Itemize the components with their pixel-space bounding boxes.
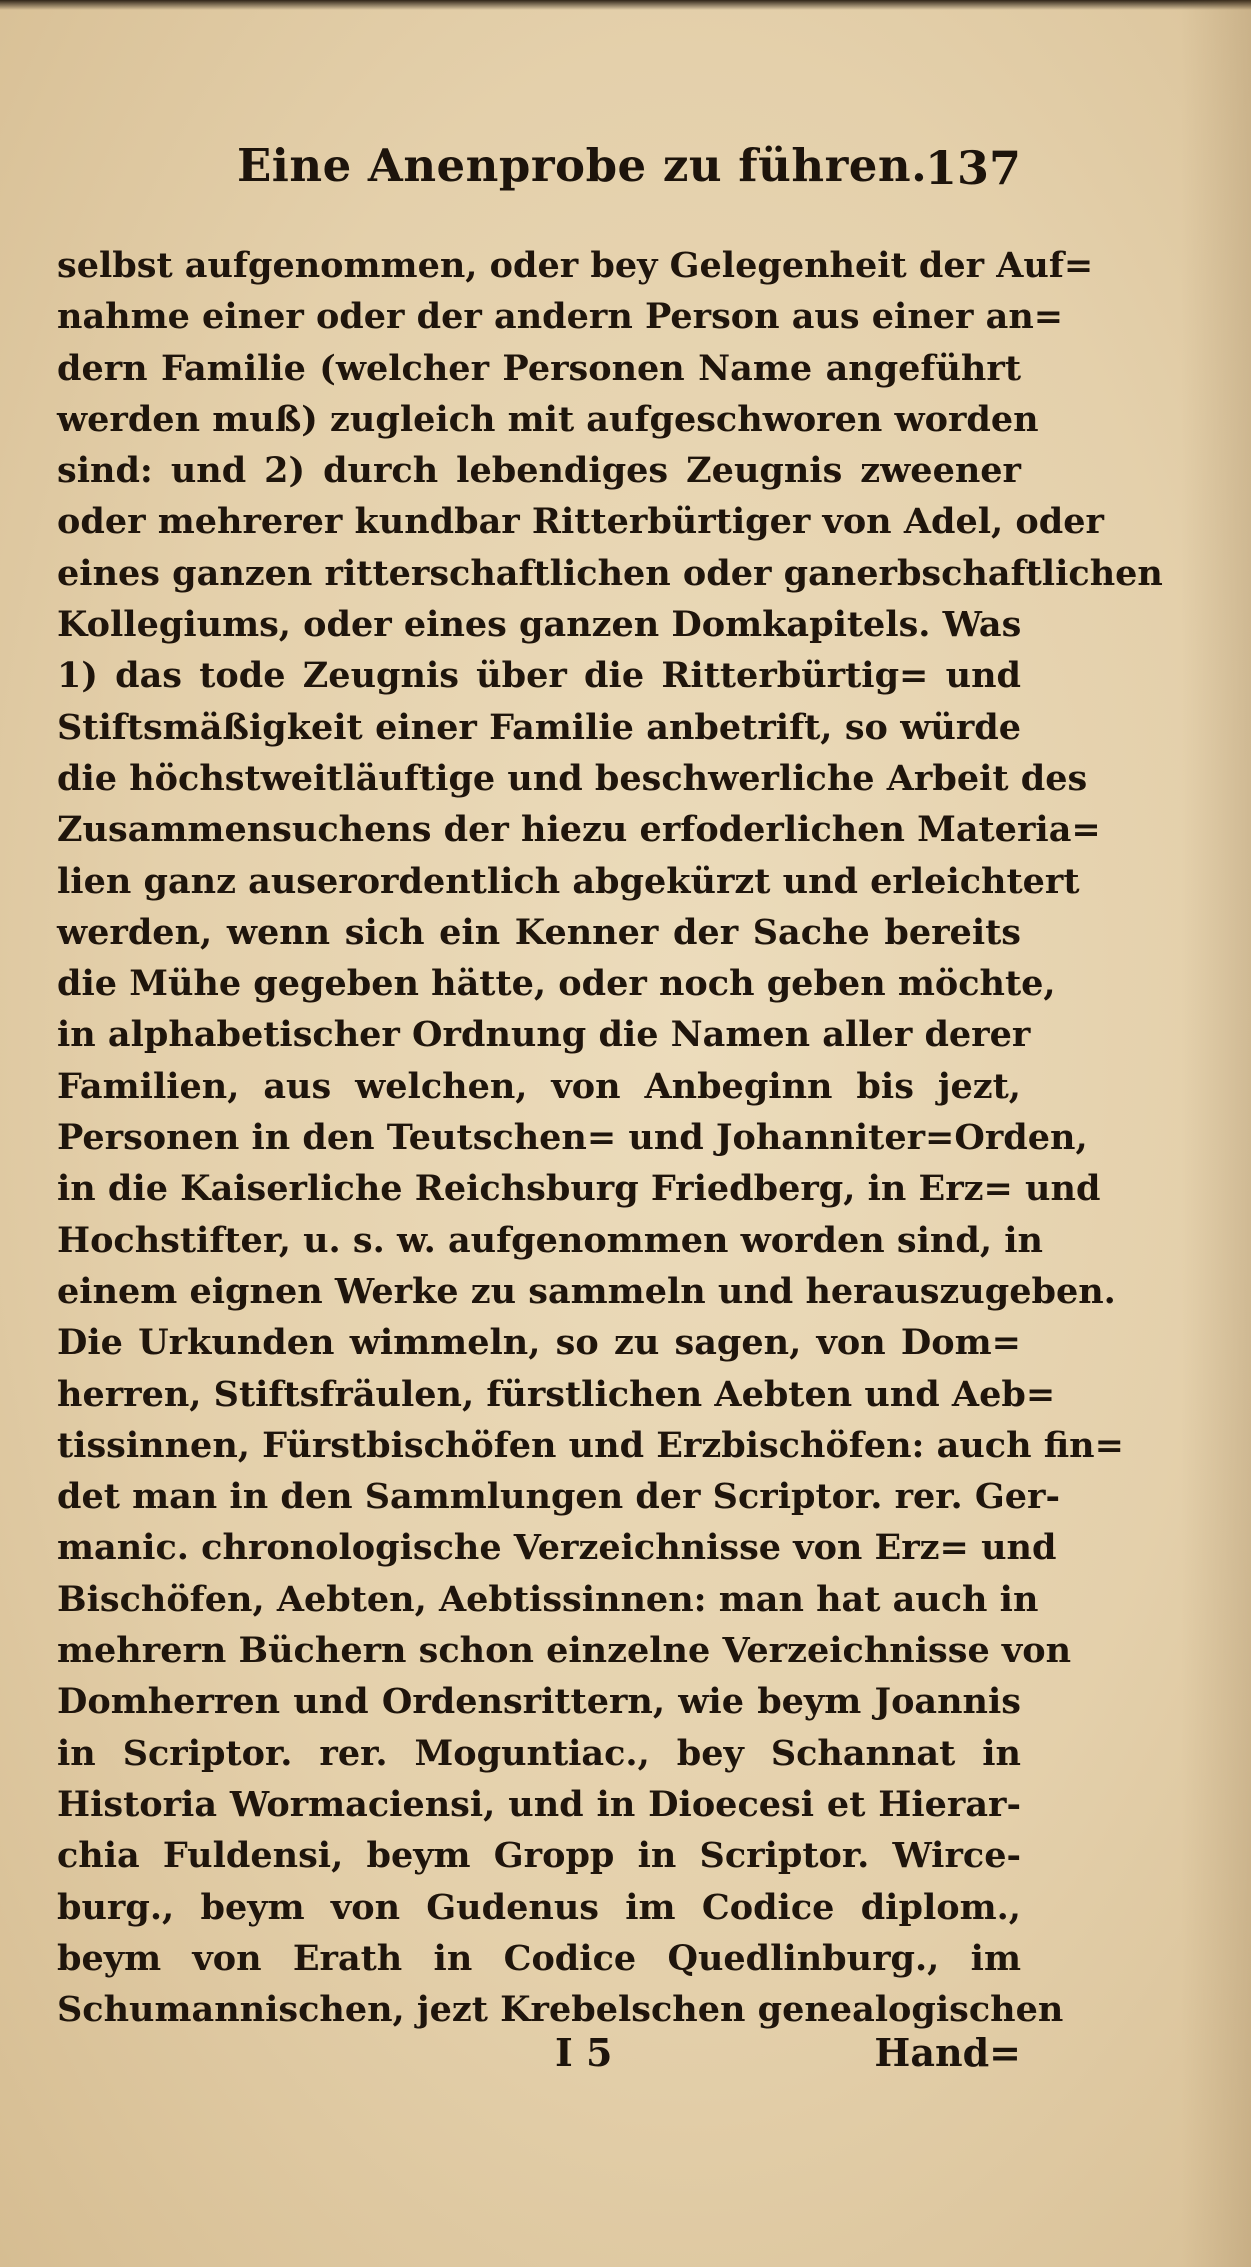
text-line: burg., beym von Gudenus im Codice diplom.,: [57, 1886, 1021, 1928]
text-line: Zusammensuchens der hiezu erfoderlichen Materia=: [57, 809, 1101, 851]
text-line: Hochstifter, u. s. w. aufgenommen worden sind, in: [57, 1219, 1043, 1261]
text-line: manic. chronologische Verzeichnisse von Erz= und: [57, 1527, 1057, 1569]
text-line: nahme einer oder der andern Person aus einer an=: [57, 296, 1064, 338]
text-line: Historia Wormaciensi, und in Dioecesi et Hierar-: [57, 1783, 1021, 1825]
page-header: [57, 138, 1021, 204]
text-line: in die Kaiserliche Reichsburg Friedberg, in Erz= und: [57, 1168, 1101, 1210]
page-number: 137: [924, 141, 1021, 195]
text-line: dern Familie (welcher Personen Name angeführt: [57, 347, 1021, 389]
text-line: Die Urkunden wimmeln, so zu sagen, von Dom=: [57, 1322, 1021, 1364]
text-line: herren, Stiftsfräulen, fürstlichen Aebten und Aeb=: [57, 1373, 1056, 1415]
text-line: in Scriptor. rer. Moguntiac., bey Schannat in: [57, 1732, 1021, 1774]
text-line: werden muß) zugleich mit aufgeschworen worden: [57, 398, 1039, 440]
text-line: selbst aufgenommen, oder bey Gelegenheit der Auf=: [57, 245, 1094, 286]
text-line: Domherren und Ordensrittern, wie beym Joannis: [57, 1681, 1021, 1723]
text-line: lien ganz auserordentlich abgekürzt und erleichtert: [57, 860, 1080, 902]
catchword: Hand=: [874, 2030, 1021, 2075]
text-line: werden, wenn sich ein Kenner der Sache bereits: [57, 911, 1021, 953]
text-line: die Mühe gegeben hätte, oder noch geben möchte,: [57, 963, 1056, 1005]
text-line: in alphabetischer Ordnung die Namen aller derer: [57, 1014, 1031, 1056]
signature-mark: I 5: [555, 2030, 613, 2075]
text-line: 1) das tode Zeugnis über die Ritterbürtig= und: [57, 655, 1021, 697]
text-line: chia Fuldensi, beym Gropp in Scriptor. Wirce-: [57, 1835, 1021, 1877]
text-line: Schumannischen, jezt Krebelschen genealogischen: [57, 1989, 1064, 2031]
text-line: Personen in den Teutschen= und Johanniter=Orden,: [57, 1117, 1088, 1159]
text-line: Stiftsmäßigkeit einer Familie anbetrift, so würde: [57, 706, 1021, 748]
text-line: Familien, aus welchen, von Anbeginn bis jezt,: [57, 1065, 1021, 1107]
text-line: Kollegiums, oder eines ganzen Domkapitels. Was: [57, 604, 1022, 646]
text-line: die höchstweitläuftige und beschwerliche Arbeit des: [57, 757, 1088, 799]
page-top-edge: [0, 0, 1251, 10]
text-line: oder mehrerer kundbar Ritterbürtiger von Adel, oder: [57, 501, 1104, 543]
text-line: det man in den Sammlungen der Scriptor. rer. Ger-: [57, 1476, 1061, 1518]
text-line: beym von Erath in Codice Quedlinburg., im: [57, 1937, 1021, 1979]
text-line: sind: und 2) durch lebendiges Zeugnis zweener: [57, 450, 1021, 492]
text-line: eines ganzen ritterschaftlichen oder ganerbschaftlichen: [57, 552, 1163, 594]
running-title: Eine Anenprobe zu führen.: [237, 139, 928, 192]
text-line: tissinnen, Fürstbischöfen und Erzbischöfen: auch fin=: [57, 1424, 1124, 1466]
body-text: [57, 240, 1163, 2035]
page-footer: [57, 2025, 1021, 2081]
text-line: Bischöfen, Aebten, Aebtissinnen: man hat auch in: [57, 1578, 1039, 1620]
text-line: einem eignen Werke zu sammeln und herauszugeben.: [57, 1270, 1116, 1312]
page-right-shadow: [1181, 0, 1251, 2267]
text-line: mehrern Büchern schon einzelne Verzeichnisse von: [57, 1630, 1072, 1672]
